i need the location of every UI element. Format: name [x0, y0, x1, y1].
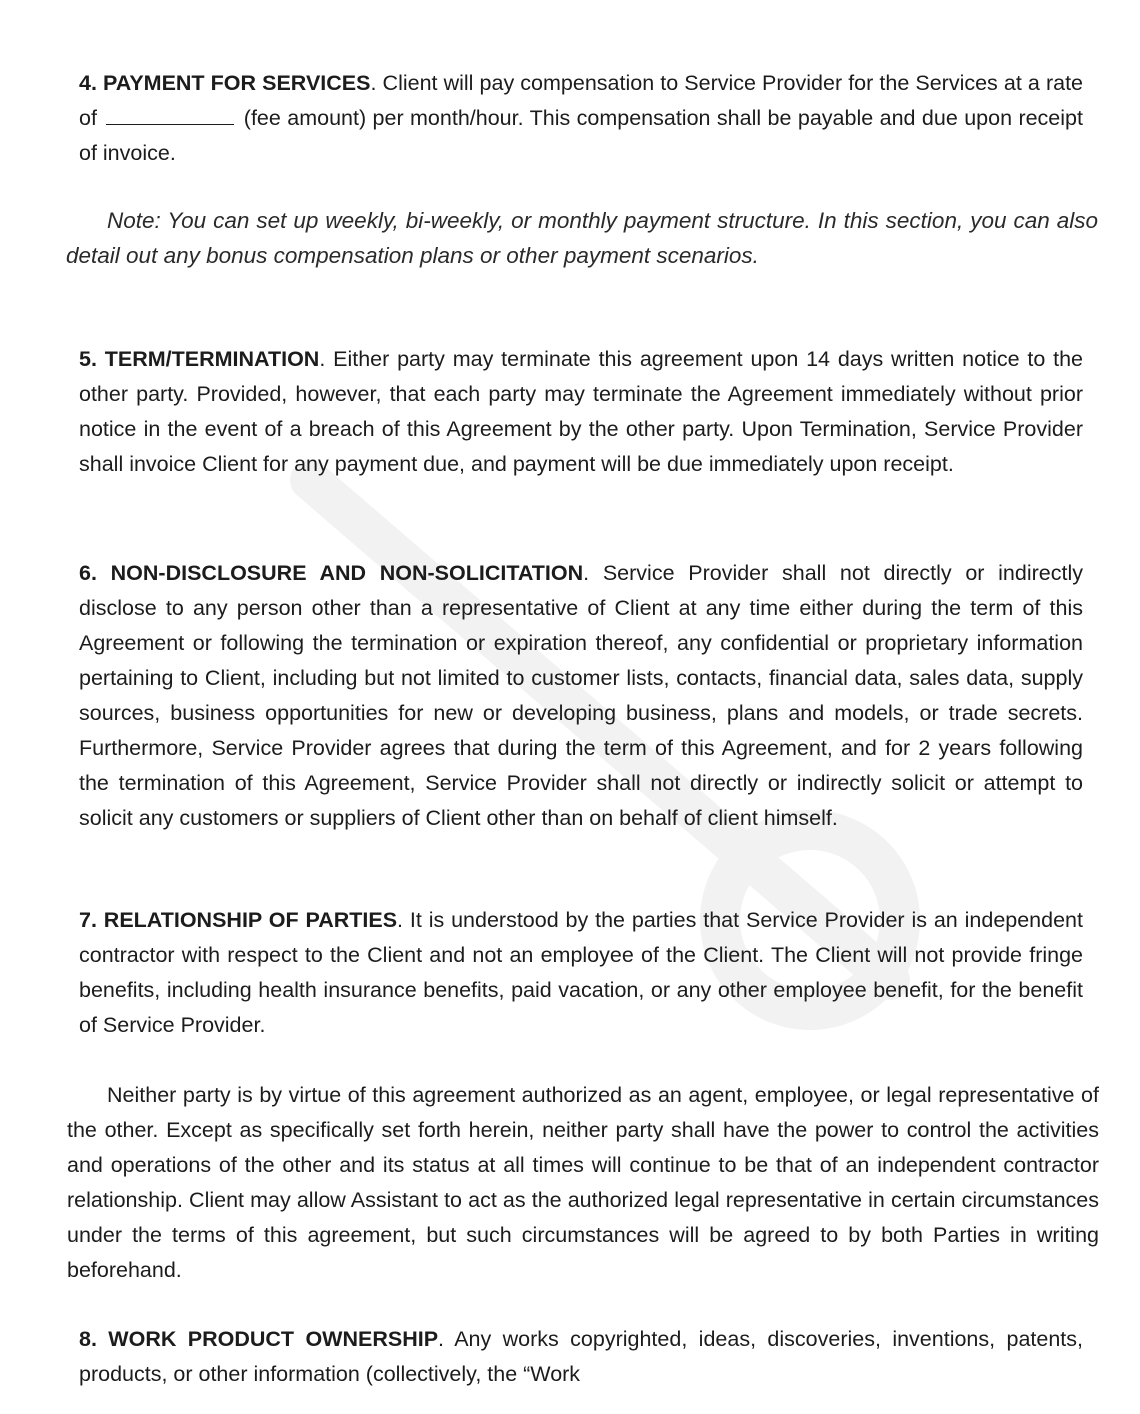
payment-note: Note: You can set up weekly, bi-weekly, or monthly payment structure. In this section, you can also detail out any bonus compensation plans or other payment scenarios. — [66, 208, 1098, 268]
section-4-heading: 4. PAYMENT FOR SERVICES — [79, 71, 371, 95]
section-7-text: . It is understood by the parties that Service Provider is an independent contractor with respect to the Client and not an employee of the Client. The Client will not provide fringe benefits, including health insurance benefits, paid vacation, or any other employee benefit, for the benefit of Service Provider. — [79, 908, 1083, 1037]
section-4-payment — [79, 66, 1083, 171]
section-5-heading: 5. TERM/TERMINATION — [79, 347, 320, 371]
section-6-text: . Service Provider shall not directly or indirectly disclose to any person other than a representative of Client at any time either during the term of this Agreement or following the termination or expiration thereof, any confidential or proprietary information pertaining to Client, including but not limited to customer lists, contacts, financial data, sales data, supply sources, business opportunities for new or developing business, plans and models, or trade secrets. Furthermore, Service Provider agrees that during the term of this Agreement, and for 2 years following the termination of this Agreement, Service Provider shall not directly or indirectly solicit or attempt to solicit any customers or suppliers of Client other than on behalf of client himself. — [79, 561, 1083, 830]
section-6-nondisclosure — [79, 556, 1083, 836]
section-8-ownership — [79, 1322, 1083, 1392]
section-7-heading: 7. RELATIONSHIP OF PARTIES — [79, 908, 398, 932]
section-7-relationship — [79, 903, 1083, 1043]
section-6-heading: 6. NON-DISCLOSURE AND NON-SOLICITATION — [79, 561, 584, 585]
section-5-term — [79, 342, 1083, 482]
section-5-text: . Either party may terminate this agreement upon 14 days written notice to the other party. Provided, however, that each party may terminate the Agreement immediately without prior notice in the event of a breach of this Agreement by the other party. Upon Termination, Service Provider shall invoice Client for any payment due, and payment will be due immediately upon receipt. — [79, 347, 1083, 476]
fee-amount-blank — [106, 104, 234, 125]
section-4-text-a: . Client will pay compensation to Service Provider for the Services at a rate of — [79, 71, 1084, 130]
section-8-heading: 8. WORK PRODUCT OWNERSHIP — [79, 1327, 439, 1351]
section-4-text-b: (fee amount) per month/hour. This compensation shall be payable and due upon receipt of invoice. — [79, 106, 1083, 165]
section-7-paragraph-2: Neither party is by virtue of this agreement authorized as an agent, employee, or legal representative of the other. Except as specifically set forth herein, neither party shall have the power to control the activities and operations of the other and its status at all times will continue to be that of an independent contractor relationship. Client may allow Assistant to act as the authorized legal representative in certain circumstances under the terms of this agreement, but such circumstances will be agreed to by both Parties in writing beforehand. — [67, 1083, 1099, 1282]
section-8-text: . Any works copyrighted, ideas, discoveries, inventions, patents, products, or other information (collectively, the “Work — [79, 1327, 1083, 1386]
